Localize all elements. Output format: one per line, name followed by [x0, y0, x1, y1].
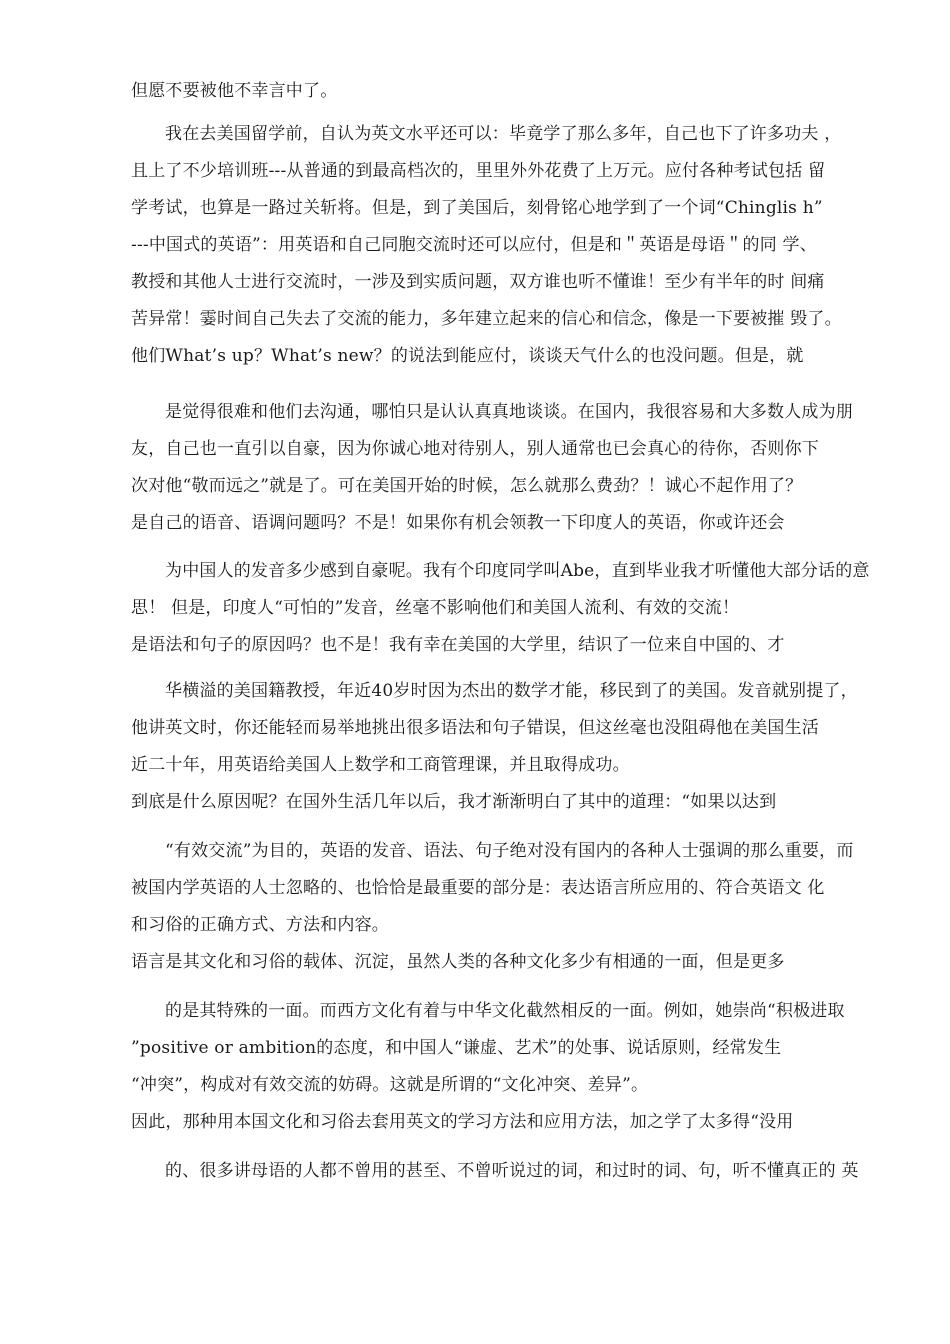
text-line: 是觉得很难和他们去沟通，哪怕只是认认真真地谈谈。在国内，我很容易和大多数人成为朋 [165, 402, 853, 422]
text-line: 华横溢的美国籍教授，年近40岁时因为杰出的数学才能，移民到了的美国。发音就别提了， [165, 681, 858, 701]
text-line: 思！ 但是，印度人“可怕的”发音，丝毫不影响他们和美国人流利、有效的交流！ [131, 598, 740, 618]
text-line: 教授和其他人士进行交流时，一涉及到实质问题，双方谁也听不懂谁！至少有半年的时 间痛 [131, 272, 825, 292]
text-line: 近二十年，用英语给美国人上数学和工商管理课，并且取得成功。 [131, 755, 630, 775]
text-line: 和习俗的正确方式、方法和内容。 [131, 915, 389, 935]
text-line: 因此，那种用本国文化和习俗去套用英文的学习方法和应用方法，加之学了太多得“没用 [131, 1112, 794, 1132]
text-line: “冲突”，构成对有效交流的妨碍。这就是所谓的“文化冲突、差异”。 [131, 1075, 649, 1095]
text-line: 的是其特殊的一面。而西方文化有着与中华文化截然相反的一面。例如，她崇尚“积极进取 [165, 1001, 845, 1021]
text-line: ”positive or ambition的态度，和中国人“谦虚、艺术”的处事、说话原则，经常发生 [131, 1038, 782, 1058]
text-line: ---中国式的英语”：用英语和自己同胞交流时还可以应付，但是和＂英语是母语＂的同 学、 [131, 235, 817, 255]
text-line: 他们What’s up？What’s new？的说法到能应付，谈谈天气什么的也没问题。但是，就 [131, 346, 804, 366]
text-line: 友，自己也一直引以自豪，因为你诚心地对待别人，别人通常也已会真心的待你，否则你下 [131, 439, 819, 459]
text-line: 是自己的语音、语调问题吗？不是！如果你有机会领教一下印度人的英语，你或许还会 [131, 513, 785, 533]
text-line: “有效交流”为目的，英语的发音、语法、句子绝对没有国内的各种人士强调的那么重要，而 [165, 841, 854, 861]
text-line: 到底是什么原因呢？在国外生活几年以后，我才渐渐明白了其中的道理：“如果以达到 [131, 792, 777, 812]
text-line: 但愿不要被他不幸言中了。 [131, 81, 338, 101]
text-line: 学考试，也算是一路过关斩将。但是，到了美国后，刻骨铭心地学到了一个词“Chinglis h” [131, 198, 823, 218]
text-line: 次对他“敬而远之”就是了。可在美国开始的时候，怎么就那么费劲？！诚心不起作用了？ [131, 476, 803, 496]
text-line: 我在去美国留学前，自认为英文水平还可以：毕竟学了那么多年，自己也下了许多功夫 ， [165, 124, 842, 144]
text-line: 语言是其文化和习俗的载体、沉淀，虽然人类的各种文化多少有相通的一面，但是更多 [131, 952, 785, 972]
text-line: 是语法和句子的原因吗？也不是！我有幸在美国的大学里，结识了一位来自中国的、才 [131, 635, 785, 655]
text-line: 被国内学英语的人士忽略的、也恰恰是最重要的部分是：表达语言所应用的、符合英语文 化 [131, 878, 825, 898]
text-line: 的、很多讲母语的人都不曾用的甚至、不曾听说过的词，和过时的词、句，听不懂真正的 英 [165, 1161, 859, 1181]
text-line: 他讲英文时，你还能轻而易举地挑出很多语法和句子错误，但这丝毫也没阻碍他在美国生活 [131, 718, 819, 738]
text-line: 且上了不少培训班---从普通的到最高档次的，里里外外花费了上万元。应付各种考试包括 留 [131, 161, 826, 181]
text-line: 苦异常！霎时间自己失去了交流的能力，多年建立起来的信心和信念，像是一下要被摧 毁了。 [131, 309, 842, 329]
text-line: 为中国人的发音多少感到自豪呢。我有个印度同学叫Abe，直到毕业我才听懂他大部分话的意 [165, 561, 870, 581]
